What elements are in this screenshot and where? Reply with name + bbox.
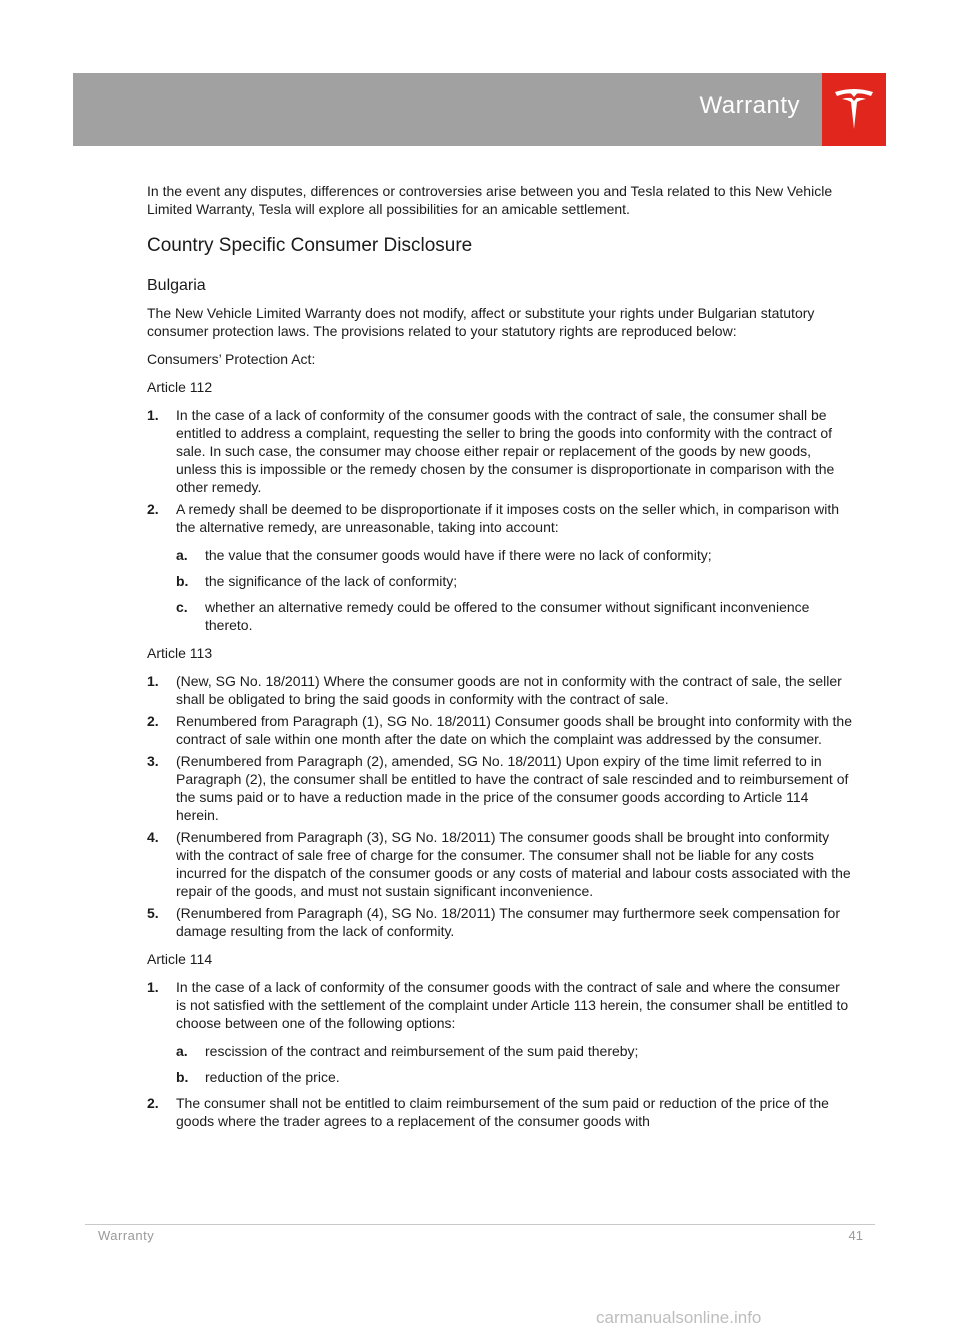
section-title: Country Specific Consumer Disclosure xyxy=(147,235,473,256)
list-item: 1. In the case of a lack of conformity of the consumer goods with the contract of sale and where the consumer is not satisfied with the settlement of the complaint under Article 113 herein, the consumer shall be entitled to choose between one of the following options: xyxy=(147,979,849,1031)
list-item: 2. Renumbered from Paragraph (1), SG No. 18/2011) Consumer goods shall be brought into conformity with the contract of sale within one month after the date on which the complaint was addressed by the consumer. xyxy=(147,713,852,747)
list-item: 5. (Renumbered from Paragraph (4), SG No. 18/2011) The consumer may furthermore seek compensation for damage resulting from the lack of conformity. xyxy=(147,905,841,939)
watermark: carmanualsonline.info xyxy=(596,1308,762,1327)
sub-list-item: b. the significance of the lack of conformity; xyxy=(176,573,458,589)
intro-paragraph: In the event any disputes, differences or controversies arise between you and Tesla related to this New Vehicle Limited Warranty, Tesla will explore all possibilities for an amicable settlement. xyxy=(147,183,833,217)
list-item: 2. A remedy shall be deemed to be disproportionate if it imposes costs on the seller which, in comparison with the alternative remedy, are unreasonable, taking into account: xyxy=(147,501,840,535)
sub-list-item: c. whether an alternative remedy could be offered to the consumer without significant inconvenience thereto. xyxy=(176,599,810,633)
footer-section-name: Warranty xyxy=(98,1228,155,1243)
header-title: Warranty xyxy=(699,92,800,119)
bulgaria-intro: The New Vehicle Limited Warranty does not modify, affect or substitute your rights under Bulgarian statutory consumer protection laws. The provisions related to your statutory rights are reproduced below: xyxy=(147,305,815,339)
page-content xyxy=(147,182,852,1134)
subsection-title: Bulgaria xyxy=(147,277,206,294)
list-item: 4. (Renumbered from Paragraph (3), SG No. 18/2011) The consumer goods shall be brought into conformity with the contract of sale free of charge for the consumer. The consumer shall not be liable for any costs incurred for the dispatch of the consumer goods or any costs of material and labour costs associated with the repair of the goods, and must not sustain significant inconvenience. xyxy=(147,829,851,899)
sub-list xyxy=(147,546,852,634)
act-label: Consumers’ Protection Act: xyxy=(147,351,316,367)
sub-list-item: a. rescission of the contract and reimbursement of the sum paid thereby; xyxy=(176,1043,639,1059)
article-112-label: Article 112 xyxy=(147,379,213,395)
sub-list-item: a. the value that the consumer goods would have if there were no lack of conformity; xyxy=(176,547,712,563)
footer-divider xyxy=(85,1224,875,1225)
page-number: 41 xyxy=(848,1228,863,1243)
list-item: 1. (New, SG No. 18/2011) Where the consumer goods are not in conformity with the contract of sale, the seller shall be obligated to bring the said goods in conformity with the contract of sale. xyxy=(147,673,842,707)
header-band xyxy=(73,73,822,146)
sub-list-item: b. reduction of the price. xyxy=(176,1069,340,1085)
article-113-label: Article 113 xyxy=(147,645,213,661)
tesla-logo-icon xyxy=(833,87,875,131)
logo-box xyxy=(822,73,886,146)
list-item: 2. The consumer shall not be entitled to claim reimbursement of the sum paid or reduction of the price of the goods where the trader agrees to a replacement of the consumer goods with xyxy=(147,1095,829,1129)
list-item: 3. (Renumbered from Paragraph (2), amended, SG No. 18/2011) Upon expiry of the time limit referred to in Paragraph (2), the consumer shall be entitled to have the contract of sale rescinded and to reimbursement of the sums paid or to have a reduction made in the price of the consumer goods according to Article 114 herein. xyxy=(147,753,849,823)
list-item: 1. In the case of a lack of conformity of the consumer goods with the contract of sale, the consumer shall be entitled to address a complaint, requesting the seller to bring the goods into conformity with the contract of sale. In such case, the consumer may choose either repair or replacement of the goods by new goods, unless this is impossible or the remedy chosen by the consumer is disproportionate in comparison with the other remedy. xyxy=(147,407,835,495)
sub-list xyxy=(147,1042,852,1086)
article-114-label: Article 114 xyxy=(147,951,213,967)
